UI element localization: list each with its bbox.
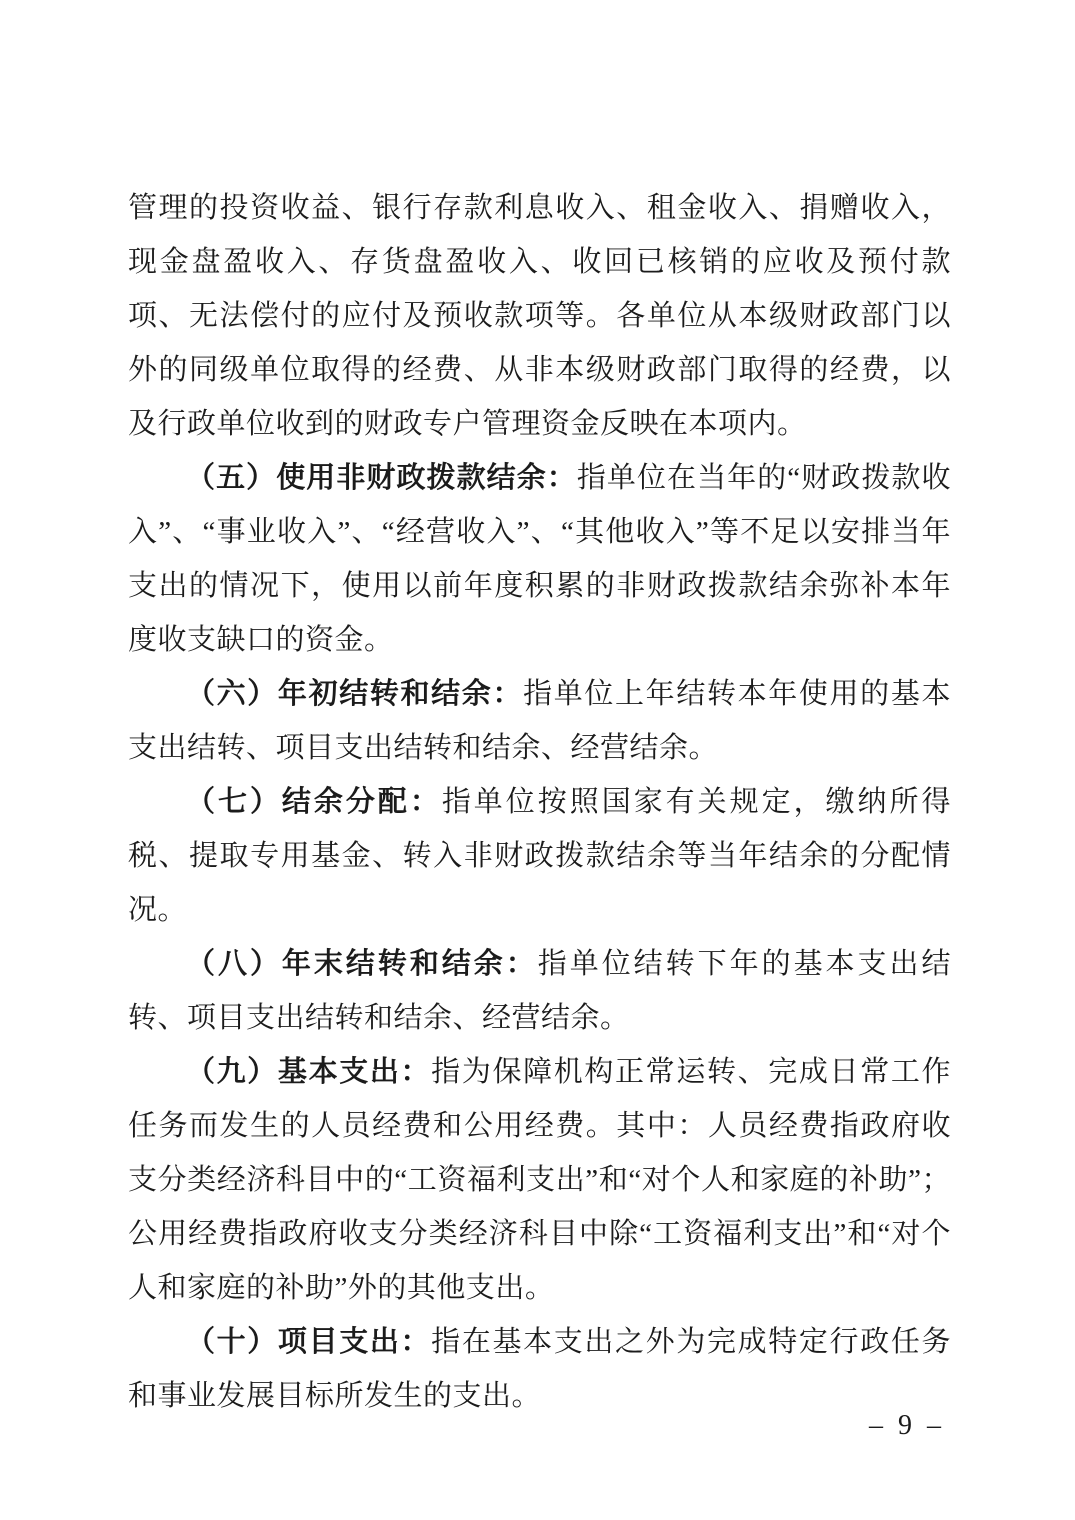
paragraph-text: 管理的投资收益、银行存款利息收入、租金收入、捐赠收入，现金盘盈收入、存货盘盈收入、收回已核销的应收及预付款项、无法偿付的应付及预收款项等。各单位从本级财政部门以外的同级单位取得的经费、从非本级财政部门取得的经费，以及行政单位收到的财政专户管理资金反映在本项内。 [128,192,951,440]
paragraph-item-7 [128,775,951,937]
section-heading: （五）使用非财政拨款结余： [186,462,577,494]
page-number: – 9 – [869,1410,945,1441]
paragraph-text: 指单位上年结转本年使用的基本支出结转、项目支出结转和结余、经营结余。 [128,678,951,764]
paragraph-text: 指单位在当年的“财政拨款收入”、“事业收入”、“经营收入”、“其他收入”等不足以安排当年支出的情况下，使用以前年度积累的非财政拨款结余弥补本年度收支缺口的资金。 [128,462,951,656]
section-heading: （六）年初结转和结余： [186,678,524,710]
paragraph-text: 指为保障机构正常运转、完成日常工作任务而发生的人员经费和公用经费。其中：人员经费指政府收支分类经济科目中的“工资福利支出”和“对个人和家庭的补助”；公用经费指政府收支分类经济科目中除“工资福利支出”和“对个人和家庭的补助”外的其他支出。 [128,1056,951,1304]
paragraph-text: 指单位按照国家有关规定，缴纳所得税、提取专用基金、转入非财政拨款结余等当年结余的分配情况。 [128,786,951,926]
paragraph-text: 指单位结转下年的基本支出结转、项目支出结转和结余、经营结余。 [128,948,951,1034]
paragraph-text: 指在基本支出之外为完成特定行政任务和事业发展目标所发生的支出。 [128,1326,951,1412]
section-heading: （七）结余分配： [186,786,442,818]
paragraph-item-5 [128,451,951,667]
paragraph-item-9 [128,1045,951,1315]
text-block [128,181,951,1423]
paragraph-item-6 [128,667,951,775]
paragraph-continuation [128,181,951,451]
section-heading: （九）基本支出： [186,1056,432,1088]
paragraph-item-10 [128,1315,951,1423]
section-heading: （八）年末结转和结余： [186,948,538,980]
section-heading: （十）项目支出： [186,1326,432,1358]
paragraph-item-8 [128,937,951,1045]
